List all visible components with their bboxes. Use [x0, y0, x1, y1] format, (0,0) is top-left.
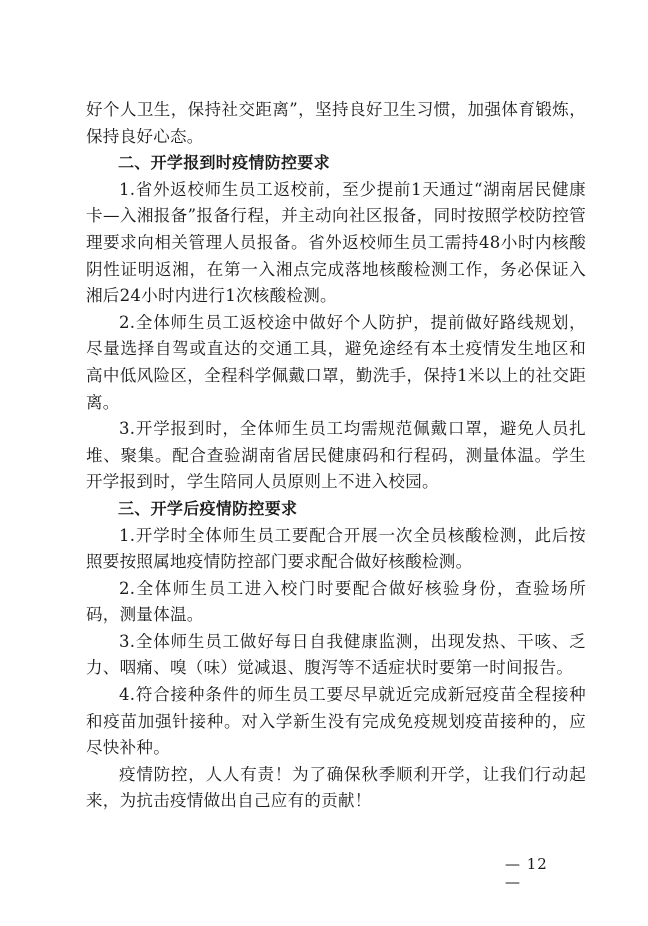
page-number: — 12 —	[505, 855, 548, 891]
section-2-item-1: 1.省外返校师生员工返校前，至少提前1天通过“湖南居民健康卡—入湘报备”报备行程，并主动向社区报备，同时按照学校防控管理要求向相关管理人员报备。省外返校师生员工需持48小时内核酸阴性证明返湘，在第一入湘点完成落地核酸检测工作，务必保证入湘后24小时内进行1次核酸检测。	[86, 179, 586, 306]
section-3-item-2: 2.全体师生员工进入校门时要配合做好核验身份，查验场所码，测量体温。	[86, 578, 586, 625]
section-2-heading: 二、开学报到时疫情防控要求	[118, 153, 330, 173]
document-body	[86, 97, 586, 815]
section-3-item-3: 3.全体师生员工做好每日自我健康监测，出现发热、干咳、乏力、咽痛、嗅（味）觉减退、腹泻等不适症状时要第一时间报告。	[86, 631, 586, 678]
section-3-item-1: 1.开学时全体师生员工要配合开展一次全员核酸检测，此后按照要按照属地疫情防控部门要求配合做好核酸检测。	[86, 525, 586, 572]
section-3-item-4: 4.符合接种条件的师生员工要尽早就近完成新冠疫苗全程接种和疫苗加强针接种。对入学新生没有完成免疫规划疫苗接种的，应尽快补种。	[86, 685, 586, 758]
section-2-item-3: 3.开学报到时，全体师生员工均需规范佩戴口罩，避免人员扎堆、聚集。配合查验湖南省居民健康码和行程码，测量体温。学生开学报到时，学生陪同人员原则上不进入校园。	[86, 419, 586, 492]
closing-paragraph: 疫情防控，人人有责！为了确保秋季顺利开学，让我们行动起来，为抗击疫情做出自己应有的贡献！	[86, 764, 586, 811]
section-2-item-2: 2.全体师生员工返校途中做好个人防护，提前做好路线规划，尽量选择自驾或直达的交通工具，避免途经有本土疫情发生地区和高中低风险区，全程科学佩戴口罩，勤洗手，保持1米以上的社交距离。	[86, 312, 586, 412]
intro-tail-paragraph: 好个人卫生，保持社交距离”，坚持良好卫生习惯，加强体育锻炼，保持良好心态。	[86, 100, 586, 146]
section-3-heading: 三、开学后疫情防控要求	[118, 498, 298, 518]
